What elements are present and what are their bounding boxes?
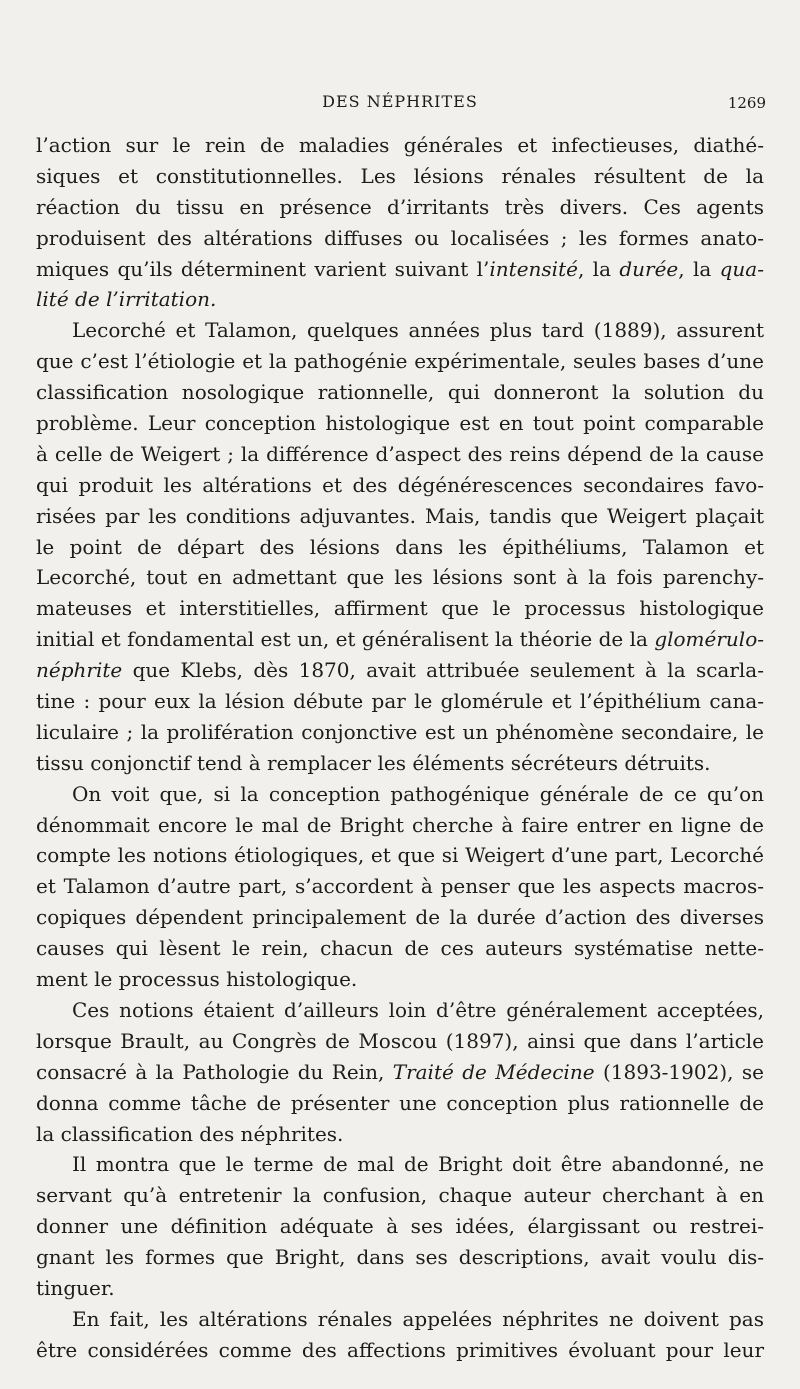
page-number: 1269 xyxy=(727,94,766,112)
italic-fragment: durée xyxy=(619,256,679,281)
paragraph-start: Ces notions étaient d’ailleurs loin d’être généralement acceptées, xyxy=(72,997,764,1022)
text-line: servant qu’à entretenir la confusion, chaque auteur cherchant à en xyxy=(36,1183,764,1208)
paragraph-start: On voit que, si la conception pathogénique générale de ce qu’on xyxy=(72,781,764,806)
text-line: causes qui lèsent le rein, chacun de ces auteurs systématise nette- xyxy=(36,936,764,961)
text-line xyxy=(36,254,764,285)
text-line xyxy=(36,655,764,686)
text-line: donner une définition adéquate à ses idées, élargissant ou restrei- xyxy=(36,1214,764,1239)
text-line: problème. Leur conception histologique est en tout point comparable xyxy=(36,411,764,436)
text-line: tissu conjonctif tend à remplacer les éléments sécréteurs détruits. xyxy=(36,750,711,775)
italic-fragment: qua- xyxy=(719,256,764,281)
italic-fragment: intensité xyxy=(489,256,578,281)
text-line: la classification des néphrites. xyxy=(36,1121,344,1146)
text-line: lité de l’irritation. xyxy=(36,287,217,312)
running-title: DES NÉPHRITES xyxy=(322,92,478,111)
text-line: donna comme tâche de présenter une conception plus rationnelle de xyxy=(36,1090,764,1115)
paragraph-start: Il montra que le terme de mal de Bright doit être abandonné, ne xyxy=(72,1152,764,1177)
text-line: produisent des altérations diffuses ou localisées ; les formes anato- xyxy=(36,225,764,250)
text-line: et Talamon d’autre part, s’accordent à penser que les aspects macros- xyxy=(36,874,764,899)
text-line xyxy=(36,624,764,655)
italic-fragment: glomérulo- xyxy=(654,627,764,652)
paragraph-start: Lecorché et Talamon, quelques années plus tard (1889), assurent xyxy=(72,318,764,343)
text-line: compte les notions étiologiques, et que si Weigert d’une part, Lecorché xyxy=(36,843,764,868)
text-line xyxy=(36,1057,764,1088)
text-line: risées par les conditions adjuvantes. Mais, tandis que Weigert plaçait xyxy=(36,503,764,528)
text-line: tine : pour eux la lésion débute par le glomérule et l’épithélium cana- xyxy=(36,689,764,714)
text-line: dénommait encore le mal de Bright cherche à faire entrer en ligne de xyxy=(36,812,764,837)
italic-fragment: Traité de Médecine xyxy=(392,1059,595,1084)
text-line: tinguer. xyxy=(36,1275,115,1300)
text-line: l’action sur le rein de maladies générales et infectieuses, diathé- xyxy=(36,133,764,157)
text-body xyxy=(36,130,764,1366)
text-line: lorsque Brault, au Congrès de Moscou (1897), ainsi que dans l’article xyxy=(36,1028,764,1053)
text-line: Lecorché, tout en admettant que les lésions sont à la fois parenchy- xyxy=(36,565,764,590)
text-line: à celle de Weigert ; la différence d’aspect des reins dépend de la cause xyxy=(36,441,764,466)
text-line: liculaire ; la prolifération conjonctive est un phénomène secondaire, le xyxy=(36,719,764,744)
text-line: copiques dépendent principalement de la durée d’action des diverses xyxy=(36,905,764,930)
text-fragment: initial et fondamental est un, et généralisent la théorie de la xyxy=(36,627,655,652)
text-line: réaction du tissu en présence d’irritants très divers. Ces agents xyxy=(36,194,764,219)
text-fragment: , la xyxy=(678,256,720,281)
text-line: siques et constitutionnelles. Les lésions rénales résultent de la xyxy=(36,163,764,188)
text-fragment: (1893-1902), se xyxy=(594,1059,764,1084)
text-line: gnant les formes que Bright, dans ses descriptions, avait voulu dis- xyxy=(36,1245,764,1270)
paragraph-start: En fait, les altérations rénales appelées néphrites ne doivent pas xyxy=(72,1306,764,1331)
text-line: le point de départ des lésions dans les épithéliums, Talamon et xyxy=(36,534,764,559)
text-line: mateuses et interstitielles, affirment que le processus histologique xyxy=(36,596,764,621)
text-fragment: consacré à la Pathologie du Rein, xyxy=(36,1059,393,1084)
text-line: être considérées comme des affections primitives évoluant pour leur xyxy=(36,1337,764,1362)
text-line: que c’est l’étiologie et la pathogénie expérimentale, seules bases d’une xyxy=(36,349,764,374)
text-fragment: , la xyxy=(577,256,620,281)
text-line: ment le processus histologique. xyxy=(36,967,358,992)
italic-fragment: néphrite xyxy=(36,658,123,683)
text-line: qui produit les altérations et des dégénérescences secondaires favo- xyxy=(36,472,764,497)
text-fragment: que Klebs, dès 1870, avait attribuée seulement à la scarla- xyxy=(122,658,764,683)
text-line: classification nosologique rationnelle, qui donneront la solution du xyxy=(36,380,764,405)
text-fragment: miques qu’ils déterminent varient suivant l’ xyxy=(36,256,490,281)
